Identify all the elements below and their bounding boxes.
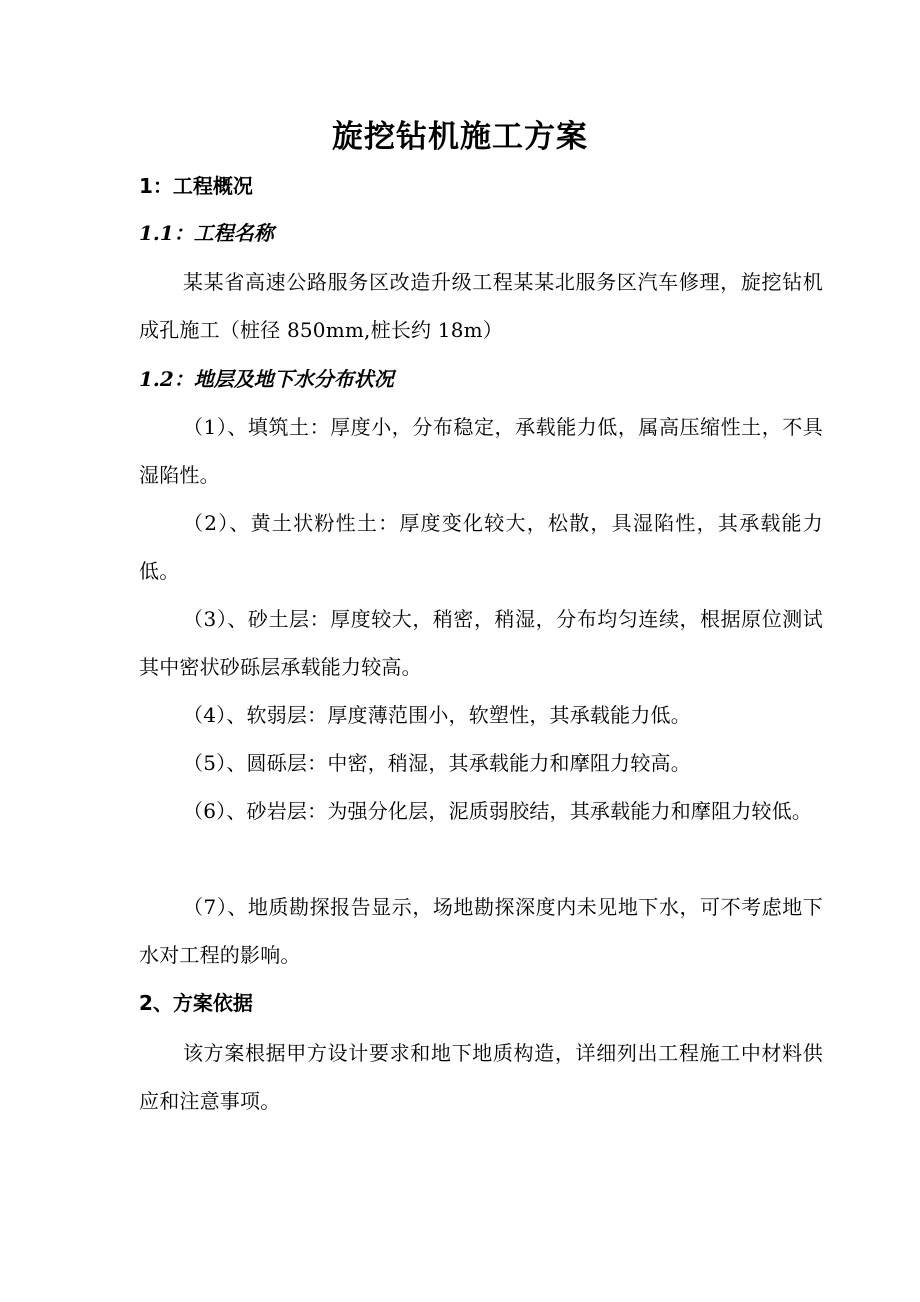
strata-item-2: （2）、黄土状粉性土：厚度变化较大，松散，具湿陷性，其承载能力低。 xyxy=(139,511,823,583)
paragraph-basis: 该方案根据甲方设计要求和地下地质构造，详细列出工程施工中材料供应和注意事项。 xyxy=(139,1041,823,1113)
strata-item-4: （4）、软弱层：厚度薄范围小，软塑性，其承载能力低。 xyxy=(183,703,691,727)
strata-item-5: （5）、圆砾层：中密，稍湿，其承载能力和摩阻力较高。 xyxy=(183,751,691,775)
subsection-heading-strata: 1.2：地层及地下水分布状况 xyxy=(139,367,394,391)
subsection-heading-project-name: 1.1：工程名称 xyxy=(139,221,274,245)
strata-item-3: （3）、砂土层：厚度较大，稍密，稍湿，分布均匀连续，根据原位测试其中密状砂砾层承载能力较高。 xyxy=(139,607,823,679)
strata-item-7: （7）、地质勘探报告显示，场地勘探深度内未见地下水，可不考虑地下水对工程的影响。 xyxy=(139,895,823,967)
paragraph-project-name: 某某省高速公路服务区改造升级工程某某北服务区汽车修理，旋挖钻机成孔施工（桩径 850mm,桩长约 18m） xyxy=(139,270,823,342)
strata-item-1: （1）、填筑土：厚度小，分布稳定，承载能力低，属高压缩性土，不具湿陷性。 xyxy=(139,415,823,487)
document-title: 旋挖钻机施工方案 xyxy=(332,119,588,155)
section-heading-basis: 2、方案依据 xyxy=(139,991,253,1015)
section-heading-overview: 1：工程概况 xyxy=(139,174,253,198)
strata-item-6: （6）、砂岩层：为强分化层，泥质弱胶结，其承载能力和摩阻力较低。 xyxy=(183,799,813,823)
